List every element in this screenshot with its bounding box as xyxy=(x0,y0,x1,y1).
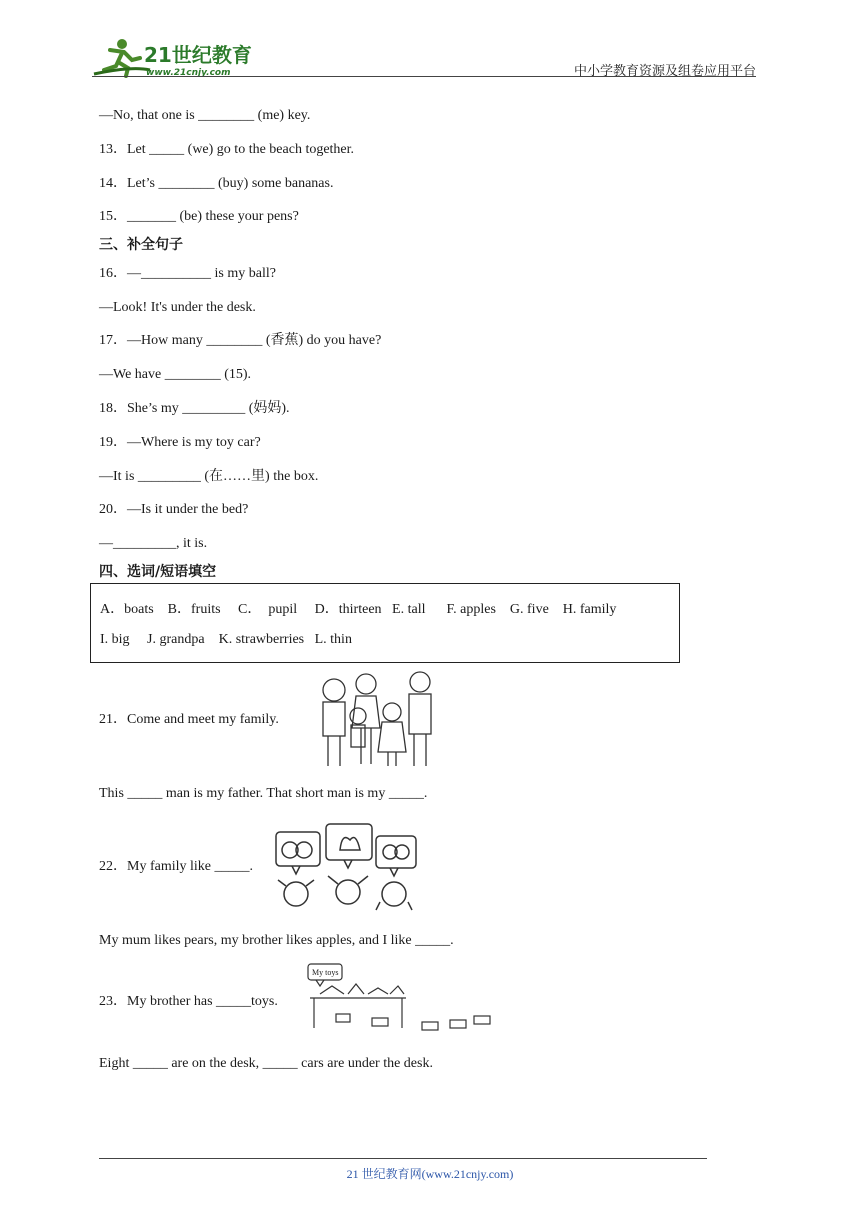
exercise-line: 16．—__________ is my ball? xyxy=(99,266,276,281)
exercise-line: 17．—How many ________ (香蕉) do you have? xyxy=(99,333,382,348)
family-illustration xyxy=(314,668,444,770)
exercise-line: 20．—Is it under the bed? xyxy=(99,502,249,517)
platform-name: 中小学教育资源及组卷应用平台 xyxy=(573,64,756,79)
exercise-line: —No, that one is ________ (me) key. xyxy=(99,108,311,123)
svg-text:www.21cnjy.com: www.21cnjy.com xyxy=(146,68,231,78)
toys-desk-illustration xyxy=(306,962,492,1032)
page-header xyxy=(92,30,756,78)
footer-link[interactable]: 21 世纪教育网(www.21cnjy.com) xyxy=(346,1167,514,1181)
exercise-line: —We have ________ (15). xyxy=(99,367,252,382)
fruit-speech-illustration xyxy=(272,822,418,914)
svg-text:21世纪教育: 21世纪教育 xyxy=(144,43,252,67)
exercise-line: 18．She’s my _________ (妈妈). xyxy=(99,401,290,416)
logo xyxy=(92,36,262,78)
exercise-line: 13．Let _____ (we) go to the beach together. xyxy=(99,142,355,157)
word-bank-row: I. big J. grandpa K. strawberries L. thin xyxy=(100,632,352,647)
question-22: 22．My family like _____. xyxy=(99,859,253,874)
header-divider xyxy=(92,76,756,77)
exercise-line: —_________, it is. xyxy=(99,536,208,551)
exercise-line: 15．_______ (be) these your pens? xyxy=(99,209,299,224)
exercise-line: —Look! It's under the desk. xyxy=(99,300,256,315)
runner-icon xyxy=(94,39,150,76)
section-title: 三、补全句子 xyxy=(99,237,183,253)
footer-divider xyxy=(99,1158,707,1159)
exercise-line: 14．Let’s ________ (buy) some bananas. xyxy=(99,176,334,191)
exercise-line: —It is _________ (在……里) the box. xyxy=(99,469,319,484)
exercise-line: 19．—Where is my toy car? xyxy=(99,435,261,450)
section-title: 四、选词/短语填空 xyxy=(99,564,217,580)
question-23: 23．My brother has _____toys. xyxy=(99,994,278,1009)
word-bank xyxy=(90,583,680,663)
question-21-sentence: This _____ man is my father. That short man is my _____. xyxy=(99,786,428,801)
svg-text:My toys: My toys xyxy=(312,968,339,977)
question-23-sentence: Eight _____ are on the desk, _____ cars are under the desk. xyxy=(99,1056,433,1071)
question-21: 21．Come and meet my family. xyxy=(99,712,279,727)
question-22-sentence: My mum likes pears, my brother likes apples, and I like _____. xyxy=(99,933,454,948)
word-bank-row: A．boats B．fruits C． pupil D．thirteen E. tall F. apples G. five H. family xyxy=(100,602,617,617)
